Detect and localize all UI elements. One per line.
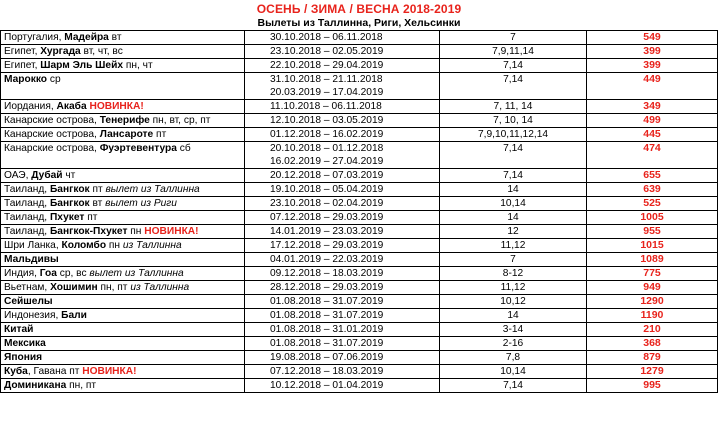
nights-cell: 3-14 [440, 323, 587, 337]
date-range: 23.10.2018 – 02.04.2019 [270, 198, 384, 209]
table-row [1, 281, 718, 295]
price-cell: 1279 [587, 365, 718, 379]
price-cell: 499 [587, 114, 718, 128]
table-row [1, 365, 718, 379]
new-badge: НОВИНКА! [144, 226, 199, 237]
date-range: 01.08.2018 – 31.07.2019 [270, 310, 384, 321]
dates-cell [245, 351, 440, 365]
nights-cell: 10,12 [440, 295, 587, 309]
destination-cell [1, 365, 245, 379]
date-range: 01.08.2018 – 31.07.2019 [270, 296, 384, 307]
date-range: 07.12.2018 – 29.03.2019 [270, 212, 384, 223]
dates-cell [245, 253, 440, 267]
table-row [1, 100, 718, 114]
dates-cell [245, 211, 440, 225]
destination-cell [1, 253, 245, 267]
destination-city: Гоа [39, 268, 57, 279]
price-cell: 525 [587, 197, 718, 211]
destination-city: Шарм Эль Шейх [40, 60, 123, 71]
destination-city: Сейшелы [4, 296, 53, 307]
nights-cell: 7,14 [440, 169, 587, 183]
dates-cell [245, 128, 440, 142]
destination-days: пт [84, 212, 98, 223]
destination-cell [1, 239, 245, 253]
date-range: 10.12.2018 – 01.04.2019 [270, 380, 384, 391]
dates-cell [245, 114, 440, 128]
destination-cell [1, 379, 245, 393]
date-range: 31.10.2018 – 21.11.2018 [270, 74, 383, 85]
destination-country: Таиланд, [4, 226, 50, 237]
nights-cell: 7, 11, 14 [440, 100, 587, 114]
nights-cell: 14 [440, 309, 587, 323]
price-cell: 399 [587, 59, 718, 73]
destination-country: ОАЭ, [4, 170, 32, 181]
destination-days: пн, пт [97, 282, 131, 293]
destination-cell [1, 225, 245, 239]
destination-country: Таиланд, [4, 198, 50, 209]
table-row [1, 351, 718, 365]
dates-cell [245, 267, 440, 281]
price-cell: 995 [587, 379, 718, 393]
destination-country: Таиланд, [4, 184, 50, 195]
price-cell: 1190 [587, 309, 718, 323]
destination-note: из Таллинна [122, 240, 182, 251]
nights-cell: 7 [440, 253, 587, 267]
destination-days: вт, чт, вс [80, 46, 123, 57]
destination-country: Индонезия, [4, 310, 62, 321]
price-cell: 445 [587, 128, 718, 142]
destination-note: вылет из Таллинна [105, 184, 200, 195]
destination-cell [1, 142, 245, 169]
price-cell: 655 [587, 169, 718, 183]
destination-country: Египет, [4, 46, 41, 57]
table-row [1, 142, 718, 169]
table-row [1, 239, 718, 253]
destination-cell [1, 281, 245, 295]
destination-city: Бали [61, 310, 87, 321]
nights-cell: 7,14 [440, 73, 587, 100]
nights-cell: 7,9,10,11,12,14 [440, 128, 587, 142]
destination-city: Мальдивы [4, 254, 59, 265]
date-range: 22.10.2018 – 29.04.2019 [270, 60, 384, 71]
destination-days: пн, чт [123, 60, 153, 71]
destination-city: Дубай [31, 170, 63, 181]
dates-cell [245, 309, 440, 323]
destination-note: из Таллинна [130, 282, 190, 293]
nights-cell: 11,12 [440, 281, 587, 295]
date-range: 14.01.2019 – 23.03.2019 [270, 226, 384, 237]
date-range: 01.12.2018 – 16.02.2019 [270, 129, 384, 140]
dates-cell [245, 379, 440, 393]
destination-city: Пхукет [49, 212, 85, 223]
destination-note: вылет из Риги [105, 198, 177, 209]
destination-city: Акаба [56, 101, 87, 112]
destination-days: вт [89, 198, 106, 209]
dates-cell [245, 365, 440, 379]
destination-country: Вьетнам, [4, 282, 51, 293]
destination-cell [1, 337, 245, 351]
table-row [1, 197, 718, 211]
dates-cell [245, 197, 440, 211]
table-row [1, 267, 718, 281]
date-range: 01.08.2018 – 31.07.2019 [270, 338, 384, 349]
price-cell: 1290 [587, 295, 718, 309]
destination-city: Лансароте [99, 129, 154, 140]
dates-cell [245, 295, 440, 309]
table-row [1, 225, 718, 239]
destination-city: Япония [4, 352, 43, 363]
price-cell: 210 [587, 323, 718, 337]
date-range: 04.01.2019 – 22.03.2019 [270, 254, 384, 265]
destination-city: Мадейра [64, 32, 109, 43]
nights-cell: 2-16 [440, 337, 587, 351]
date-range: 20.03.2019 – 17.04.2019 [270, 87, 384, 98]
destination-city: Бангкок-Пхукет [49, 226, 128, 237]
destination-days: пт [153, 129, 167, 140]
destination-cell [1, 73, 245, 100]
nights-cell: 10,14 [440, 365, 587, 379]
destination-cell [1, 211, 245, 225]
destination-cell [1, 351, 245, 365]
dates-cell [245, 323, 440, 337]
destination-cell [1, 45, 245, 59]
destination-days: ср [47, 74, 61, 85]
price-cell: 775 [587, 267, 718, 281]
dates-cell [245, 169, 440, 183]
destination-days: ср, вс [56, 268, 90, 279]
nights-cell: 7,14 [440, 142, 587, 169]
date-range: 30.10.2018 – 06.11.2018 [270, 32, 383, 43]
destination-city: Фуэртевентура [99, 143, 177, 154]
destination-days: пн [127, 226, 145, 237]
destination-cell [1, 59, 245, 73]
table-row [1, 45, 718, 59]
dates-cell [245, 142, 440, 169]
table-row [1, 295, 718, 309]
destination-city: Китай [4, 324, 34, 335]
new-badge: НОВИНКА! [82, 366, 137, 377]
destination-city: Куба [4, 366, 28, 377]
destination-days: вт [108, 32, 122, 43]
table-row [1, 169, 718, 183]
destination-country: Египет, [4, 60, 41, 71]
nights-cell: 8-12 [440, 267, 587, 281]
page-subtitle: Вылеты из Таллинна, Риги, Хельсинки [257, 17, 461, 29]
nights-cell: 14 [440, 211, 587, 225]
destination-country: Канарские острова, [4, 115, 100, 126]
price-cell: 549 [587, 31, 718, 45]
nights-cell: 7,14 [440, 379, 587, 393]
dates-cell [245, 225, 440, 239]
destination-cell [1, 100, 245, 114]
date-range: 17.12.2018 – 29.03.2019 [270, 240, 384, 251]
table-row [1, 379, 718, 393]
date-range: 09.12.2018 – 18.03.2019 [270, 268, 384, 279]
destination-cell [1, 169, 245, 183]
table-row [1, 253, 718, 267]
dates-cell [245, 239, 440, 253]
destination-days: сб [176, 143, 191, 154]
destination-city: Бангкок [49, 184, 90, 195]
price-cell: 1015 [587, 239, 718, 253]
table-row [1, 59, 718, 73]
destination-country: Шри Ланка, [4, 240, 62, 251]
nights-cell: 11,12 [440, 239, 587, 253]
destination-city: Марокко [4, 74, 48, 85]
date-range: 16.02.2019 – 27.04.2019 [270, 156, 384, 167]
date-range: 11.10.2018 – 06.11.2018 [270, 101, 382, 112]
table-row [1, 128, 718, 142]
destination-country: Канарские острова, [4, 129, 100, 140]
destination-cell [1, 128, 245, 142]
price-cell: 879 [587, 351, 718, 365]
date-range: 20.10.2018 – 01.12.2018 [270, 143, 384, 154]
destination-cell [1, 183, 245, 197]
date-range: 19.10.2018 – 05.04.2019 [270, 184, 384, 195]
dates-cell [245, 337, 440, 351]
date-range: 19.08.2018 – 07.06.2019 [270, 352, 384, 363]
dates-cell [245, 73, 440, 100]
destination-cell [1, 31, 245, 45]
destination-cell [1, 267, 245, 281]
destination-country: Таиланд, [4, 212, 50, 223]
destination-city: Тенерифе [99, 115, 150, 126]
destination-cell [1, 197, 245, 211]
price-cell: 368 [587, 337, 718, 351]
table-row [1, 309, 718, 323]
destinations-table [0, 30, 718, 393]
destination-days: пт [89, 184, 106, 195]
destination-days: чт [62, 170, 76, 181]
nights-cell: 10,14 [440, 197, 587, 211]
destination-city: Бангкок [49, 198, 90, 209]
price-cell: 955 [587, 225, 718, 239]
price-cell: 1089 [587, 253, 718, 267]
destination-city: Мексика [4, 338, 46, 349]
price-cell: 949 [587, 281, 718, 295]
destination-note: вылет из Таллинна [89, 268, 184, 279]
destination-city: Коломбо [61, 240, 107, 251]
destination-city: Доминикана [4, 380, 67, 391]
destination-cell [1, 114, 245, 128]
date-range: 07.12.2018 – 18.03.2019 [270, 366, 384, 377]
table-row [1, 323, 718, 337]
price-cell: 474 [587, 142, 718, 169]
date-range: 28.12.2018 – 29.03.2019 [270, 282, 384, 293]
nights-cell: 14 [440, 183, 587, 197]
table-row [1, 337, 718, 351]
nights-cell: 7,8 [440, 351, 587, 365]
date-range: 12.10.2018 – 03.05.2019 [270, 115, 384, 126]
nights-cell: 7,9,11,14 [440, 45, 587, 59]
table-row [1, 31, 718, 45]
destination-cell [1, 323, 245, 337]
destination-country: Иордания, [4, 101, 57, 112]
dates-cell [245, 100, 440, 114]
destination-country: Португалия, [4, 32, 65, 43]
nights-cell: 7,14 [440, 59, 587, 73]
price-cell: 449 [587, 73, 718, 100]
destinations-table-body [1, 31, 718, 393]
dates-cell [245, 45, 440, 59]
nights-cell: 12 [440, 225, 587, 239]
price-cell: 349 [587, 100, 718, 114]
table-row [1, 73, 718, 100]
destination-cell [1, 295, 245, 309]
new-badge: НОВИНКА! [89, 101, 144, 112]
nights-cell: 7 [440, 31, 587, 45]
dates-cell [245, 183, 440, 197]
price-cell: 399 [587, 45, 718, 59]
destination-days: , Гавана пт [27, 366, 83, 377]
destination-city: Хошимин [50, 282, 98, 293]
price-cell: 639 [587, 183, 718, 197]
destination-days: пн [106, 240, 123, 251]
destination-city: Хургада [40, 46, 81, 57]
destination-days: пн, пт [66, 380, 97, 391]
dates-cell [245, 31, 440, 45]
nights-cell: 7, 10, 14 [440, 114, 587, 128]
date-range: 20.12.2018 – 07.03.2019 [270, 170, 384, 181]
dates-cell [245, 281, 440, 295]
destination-days: пн, вт, ср, пт [149, 115, 211, 126]
table-row [1, 183, 718, 197]
destination-cell [1, 309, 245, 323]
table-row [1, 114, 718, 128]
date-range: 23.10.2018 – 02.05.2019 [270, 46, 384, 57]
destination-country: Индия, [4, 268, 40, 279]
destination-country: Канарские острова, [4, 143, 100, 154]
table-row [1, 211, 718, 225]
price-cell: 1005 [587, 211, 718, 225]
dates-cell [245, 59, 440, 73]
date-range: 01.08.2018 – 31.01.2019 [270, 324, 384, 335]
page-title: ОСЕНЬ / ЗИМА / ВЕСНА 2018-2019 [256, 2, 462, 16]
